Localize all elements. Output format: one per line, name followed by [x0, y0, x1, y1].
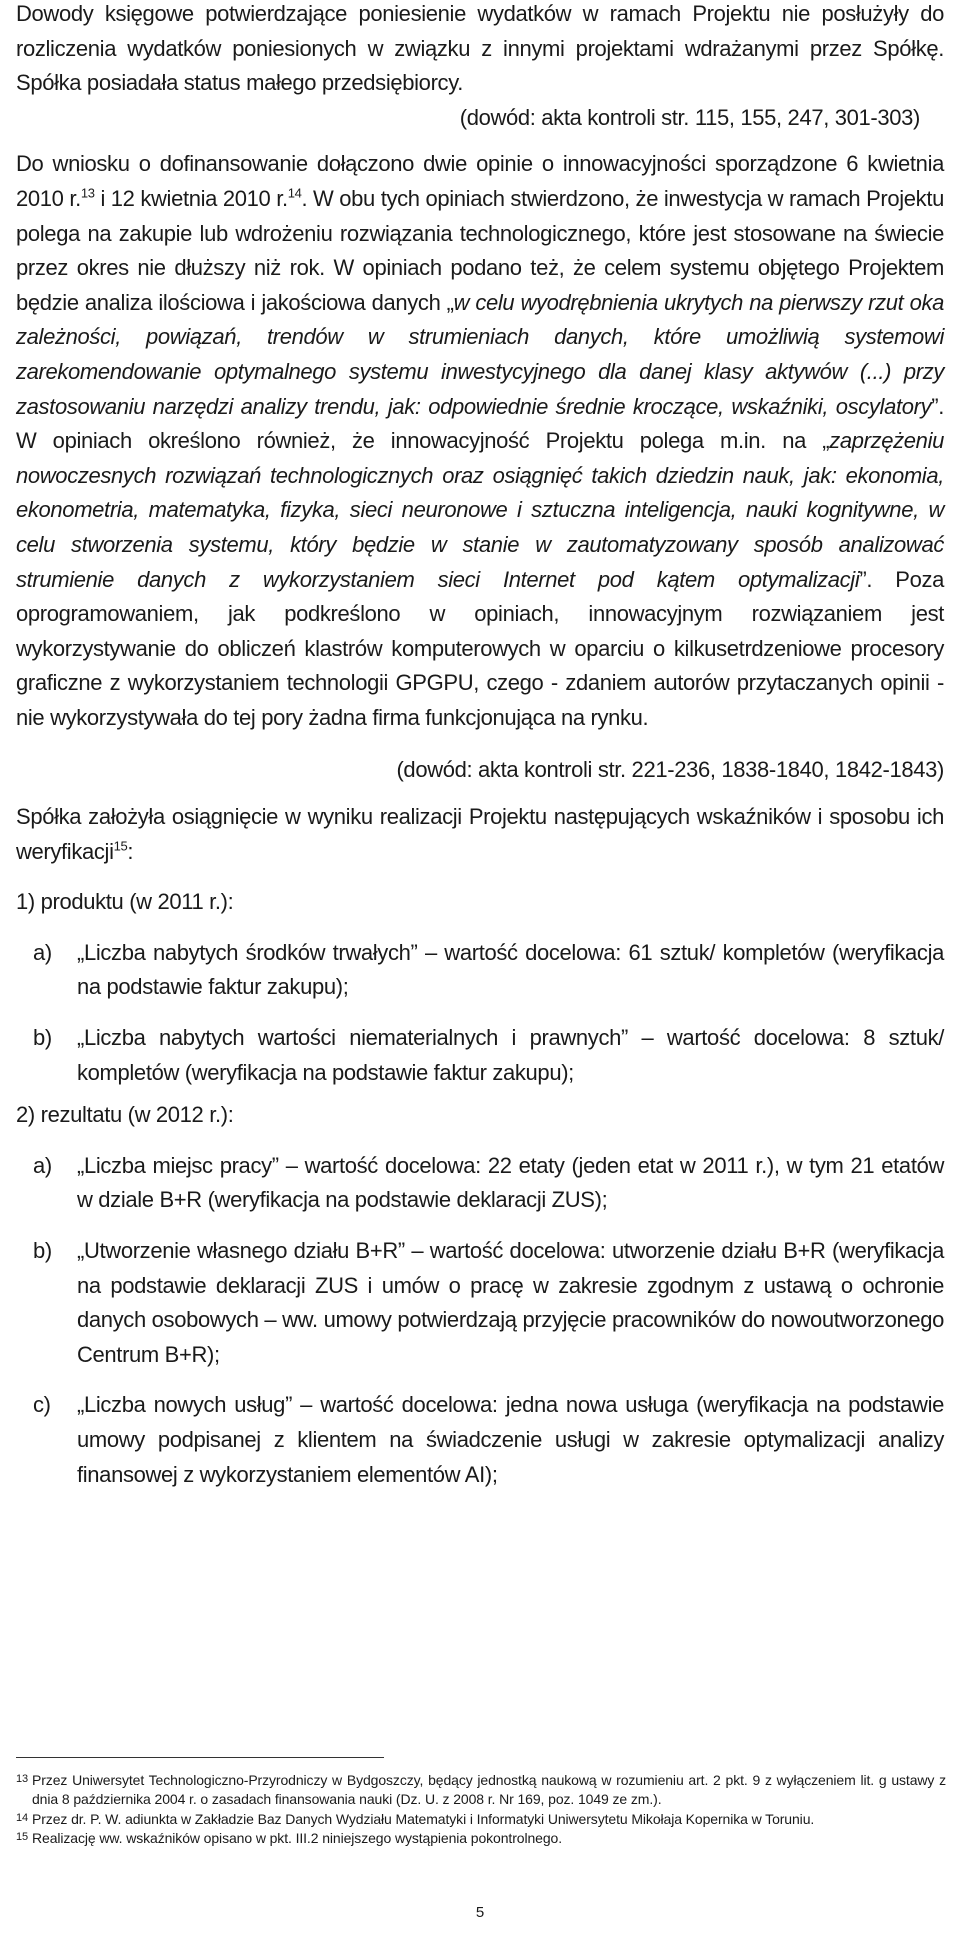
section-2-heading: 2) rezultatu (w 2012 r.): [16, 1102, 234, 1128]
footnote-text: Realizację ww. wskaźników opisano w pkt. III.2 niniejszego wystąpienia pokontrolnego. [32, 1830, 563, 1847]
footnote-separator [16, 1757, 384, 1758]
list-item-text: „Liczba nowych usług” – wartość docelowa: jedna nowa usługa (weryfikacja na podstawie umowy podpisanej z klientem na świadczenie usługi w zakresie optymalizacji analizy finansowej z wykorzystaniem elementów AI); [77, 1392, 944, 1487]
list-item-text: „Liczba nabytych środków trwałych” – wartość docelowa: 61 sztuk/ kompletów (weryfikacja na podstawie faktur zakupu); [77, 939, 944, 1000]
list-item-label: a) [33, 1152, 52, 1178]
footnote-13 [16, 1771, 946, 1810]
list-item-label: b) [33, 1238, 52, 1263]
p2-quote-2: zaprzężeniu nowoczesnych rozwiązań technologicznych oraz osiągnięć takich dziedzin nauk, jak: ekonomia, ekonometria, matematyka, fizyka, sieci neuronowe i sztuczna inteligencja, nauki kognitywne, w celu stworzenia systemu, który będzie w stanie w zautomatyzowany sposób analizować strumienie danych z wykorzystaniem sieci Internet pod kątem optymalizacji [16, 428, 944, 592]
list-item [33, 1149, 944, 1218]
footnote-ref-14: 14 [287, 185, 302, 201]
paragraph-2 [16, 147, 944, 735]
footnote-ref-15: 15 [113, 838, 128, 854]
p2-text-d: ”. W opiniach określono również, że innowacyjność Projektu polega m.in. na „ [16, 393, 944, 454]
list-item [33, 1234, 944, 1372]
list-item [33, 1021, 944, 1090]
p2-text-b: i 12 kwietnia 2010 r. [94, 185, 288, 211]
footnote-14 [16, 1810, 946, 1829]
list-item-label: a) [33, 939, 52, 965]
p3-text-b: : [127, 838, 134, 864]
page-number: 5 [475, 1904, 485, 1921]
section-1-heading: 1) produktu (w 2011 r.): [16, 889, 234, 915]
footnote-15 [16, 1829, 946, 1848]
list-item [33, 936, 944, 1005]
p2-quote-1: w celu wyodrębnienia ukrytych na pierwszy rzut oka zależności, powiązań, trendów w strumieniach danych, które umożliwią systemowi zarekomendowanie optymalnego systemu inwestycyjnego dla danej klasy aktywów (...) przy zastosowaniu narzędzi analizy trendu, jak: odpowiednie średnie kroczące, wskaźniki, oscylatory [16, 289, 944, 419]
list-item-text: „Utworzenie własnego działu B+R” – wartość docelowa: utworzenie działu B+R (weryfikacja na podstawie deklaracji ZUS i umów o pracę w zakresie zgodnym z ustawą o ochronie danych osobowych – ww. umowy potwierdzają przyjęcie pracowników do nowoutworzonego Centrum B+R); [77, 1238, 944, 1367]
evidence-reference-2: (dowód: akta kontroli str. 221-236, 1838-1840, 1842-1843) [396, 757, 944, 783]
footnotes [16, 1771, 946, 1849]
list-item-text: „Liczba nabytych wartości niematerialnych i prawnych” – wartość docelowa: 8 sztuk/ kompletów (weryfikacja na podstawie faktur zakupu); [77, 1025, 944, 1085]
footnote-number: 13 [16, 1773, 29, 1785]
section-2-list [16, 1149, 944, 1492]
footnote-ref-13: 13 [80, 185, 95, 201]
p2-text-a: Do wniosku o dofinansowanie dołączono dwie opinie o innowacyjności sporządzone 6 kwietnia 2010 r. [16, 151, 944, 211]
footnote-number: 15 [16, 1831, 29, 1844]
list-item-label: b) [33, 1025, 52, 1051]
p2-text-c: . W obu tych opiniach stwierdzono, że inwestycja w ramach Projektu polega na zakupie lub wdrożeniu rozwiązania technologicznego, które jest stosowane na świecie przez okres nie dłuższy niż rok. W opiniach podano też, że celem systemu objętego Projektem będzie analiza ilościowa i jakościowa danych „ [16, 185, 944, 315]
footnote-number: 14 [16, 1811, 29, 1824]
section-1-list [16, 936, 944, 1090]
main-text [16, 0, 944, 1492]
list-item [33, 1388, 944, 1492]
evidence-reference-1: (dowód: akta kontroli str. 115, 155, 247, 301-303) [459, 104, 920, 130]
paragraph-3 [16, 800, 944, 869]
list-item-label: c) [33, 1392, 51, 1418]
p2-text-e: ”. Poza oprogramowaniem, jak podkreślono w opiniach, innowacyjnym rozwiązaniem jest wykorzystywanie do obliczeń klastrów komputerowych w oparciu o kilkusetrdzeniowe procesory graficzne z wykorzystaniem technologii GPGPU, czego - zdaniem autorów przytaczanych opinii - nie wykorzystywała do tej pory żadna firma funkcjonująca na rynku. [16, 566, 944, 730]
footnote-text: Przez Uniwersytet Technologiczno-Przyrodniczy w Bydgoszczy, będący jednostką naukową w rozumieniu art. 2 pkt. 9 z wyłączeniem lit. g ustawy z dnia 8 października 2004 r. o zasadach finansowania nauki (Dz. U. z 2008 r. Nr 169, poz. 1049 ze zm.). [32, 1772, 946, 1808]
paragraph-1: Dowody księgowe potwierdzające poniesienie wydatków w ramach Projektu nie posłużyły do rozliczenia wydatków poniesionych w związku z innymi projektami wdrażanymi przez Spółkę. Spółka posiadała status małego przedsiębiorcy. [16, 1, 944, 96]
footnote-text: Przez dr. P. W. adiunkta w Zakładzie Baz Danych Wydziału Matematyki i Informatyki Uniwersytetu Mikołaja Kopernika w Toruniu. [32, 1810, 815, 1827]
list-item-text: „Liczba miejsc pracy” – wartość docelowa: 22 etaty (jeden etat w 2011 r.), w tym 21 etatów w dziale B+R (weryfikacja na podstawie deklaracji ZUS); [77, 1152, 944, 1213]
p3-text-a: Spółka założyła osiągnięcie w wyniku realizacji Projektu następujących wskaźników i sposobu ich weryfikacji [16, 804, 944, 864]
